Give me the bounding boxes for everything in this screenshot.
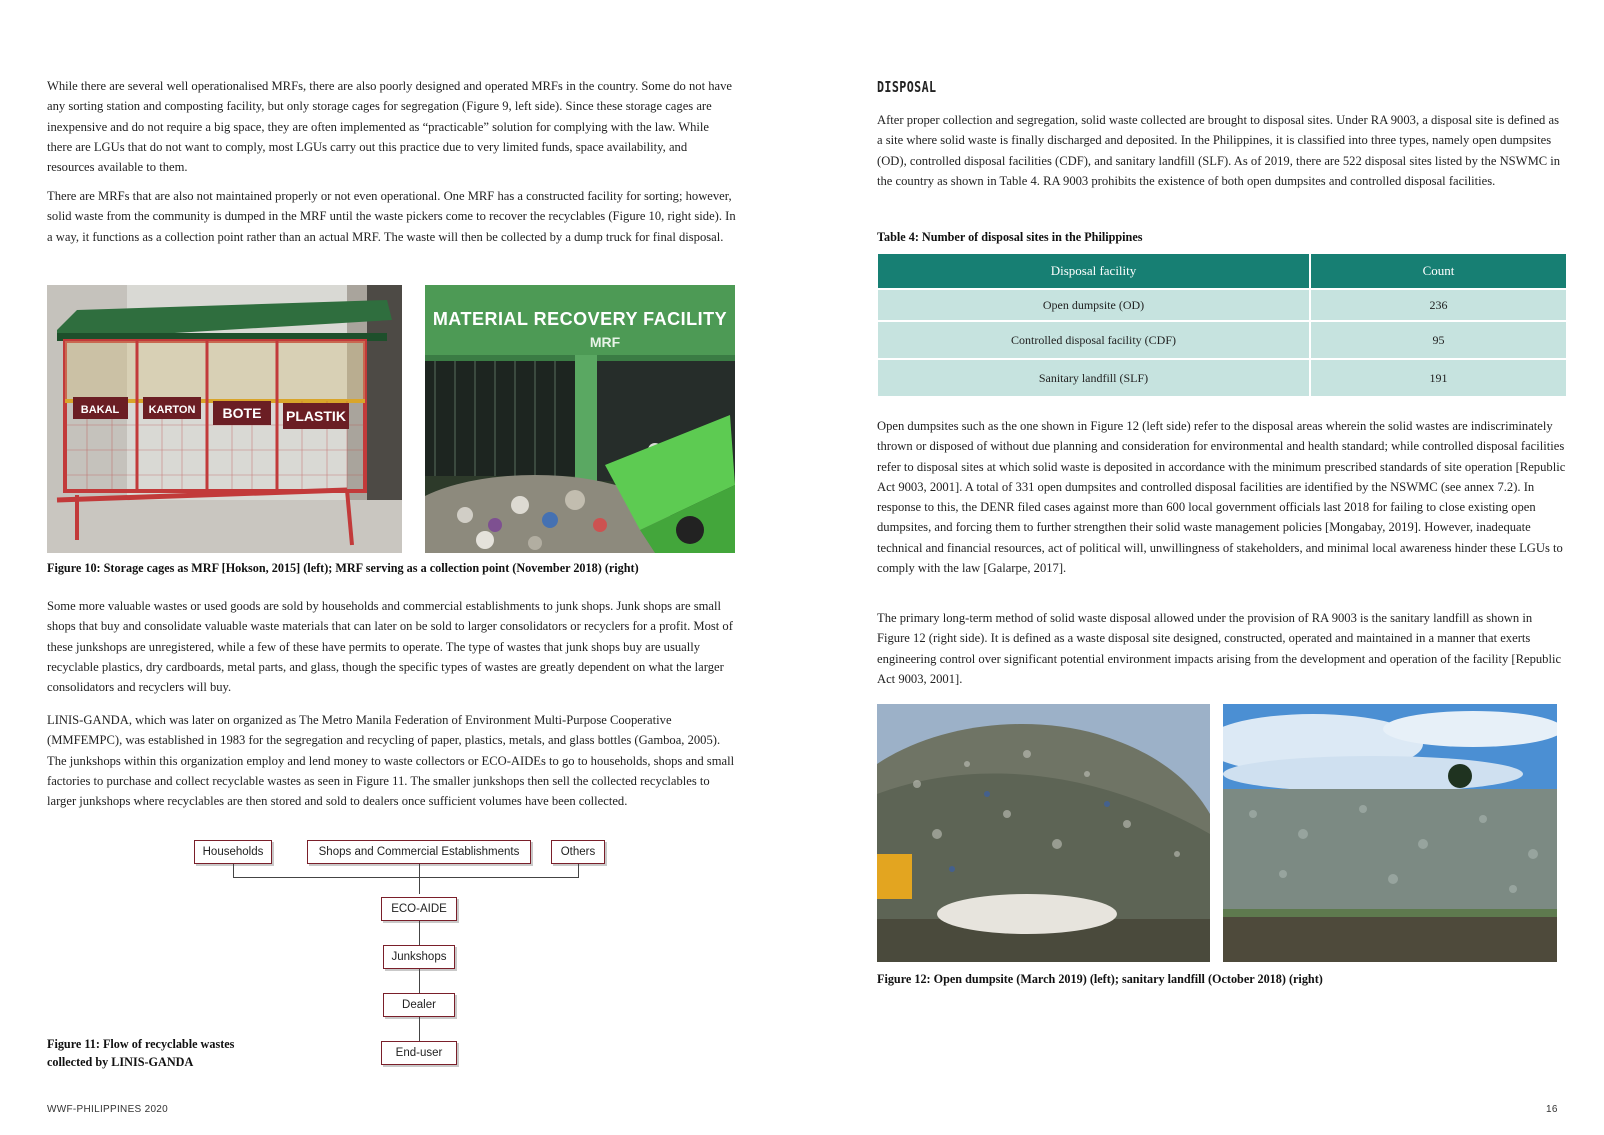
left-paragraph-3: Some more valuable wastes or used goods are sold by households and commercial establishments to junk shops. Junk shops are small shops that buy and consolidate valuable waste materials that can later on be sold to larger consolidators or recyclers for a profit. Most of these junkshops are unregistered, while a few of these have permits to operate. The type of wastes that junk shops buy are usually recyclable plastics, dry cardboards, metal parts, and glass, though the specific types of wastes are greatly dependent on what the larger consolidators and recyclers will buy.	[47, 599, 733, 695]
flow-end-user: End-user	[381, 1041, 457, 1065]
right-paragraph-2: Open dumpsites such as the one shown in Figure 12 (left side) refer to the disposal areas wherein the solid wastes are indiscriminately thrown or disposed of without due planning and consideration for environmental and health standard; while controlled disposal facilities refer to disposal sites at which solid waste is deposited in accordance with the minimum prescribed standards of site operation [Republic Act 9003, 2001]. A total of 331 open dumpsites and controlled disposal facilities are identified by the NSWMC (see annex 7.2). In response to this, the DENR filed cases against more than 600 local government officials last 2018 for failing to close existing open dumpsites, and forcing them to further strengthen their solid waste management policies [Mongabay, 2019]. However, inadequate technical and financial resources, act of political will, unwillingness of stakeholders, and minimal local awareness hinder these LGUs to comply with the law [Galarpe, 2017].	[877, 419, 1566, 576]
figure11-caption-line1: Figure 11: Flow of recyclable wastes	[47, 1037, 235, 1051]
cage-label-karton: KARTON	[148, 404, 196, 416]
figure12-caption: Figure 12: Open dumpsite (March 2019) (left); sanitary landfill (October 2018) (right)	[877, 972, 1323, 986]
flow-others: Others	[551, 840, 605, 864]
storage-cages-photo	[47, 285, 402, 553]
flow-connector-eco	[419, 921, 420, 945]
left-paragraph-1: While there are several well operationalised MRFs, there are also poorly designed and operated MRFs in the country. Some do not have any sorting station and composting facility, but only storage cages for segregation (Figure 9, left side). Since these storage cages are inexpensive and do not require a big space, they are often implemented as “practicable” solution for complying with the law. While there are LGUs that do not want to comply, most LGUs carry out this practice due to very limited funds, space availability, and resources available to them.	[47, 79, 732, 175]
footer-publisher: WWF-PHILIPPINES 2020	[47, 1104, 169, 1115]
mrf-sign-text: MATERIAL RECOVERY FACILITY	[432, 309, 728, 329]
table-cell-facility: Controlled disposal facility (CDF)	[877, 321, 1310, 359]
flow-households: Households	[194, 840, 272, 864]
left-paragraph-4: LINIS-GANDA, which was later on organized as The Metro Manila Federation of Environment Multi-Purpose Cooperative (MMFEMPC), was established in 1983 for the segregation and recycling of paper, plastics, metals, and glass bottles (Gamboa, 2005). The junkshops within this organization employ and lend money to waste collectors or ECO-AIDEs to go to households, shops and small factories to purchase and collect recyclable wastes as seen in Figure 11. The smaller junkshops then sell the collected recyclables to larger junkshops where recyclables are then stored and sold to dealers once sufficient volumes have been collected.	[47, 713, 735, 809]
table-cell-facility: Open dumpsite (OD)	[877, 289, 1310, 321]
cage-label-plastik: PLASTIK	[286, 408, 346, 424]
flow-junkshops: Junkshops	[383, 945, 455, 969]
table-cell-facility: Sanitary landfill (SLF)	[877, 359, 1310, 397]
flow-eco-aide: ECO-AIDE	[381, 897, 457, 921]
table-row	[877, 321, 1567, 359]
left-paragraph-2: There are MRFs that are also not maintained properly or not even operational. One MRF has a constructed facility for sorting; however, solid waste from the community is dumped in the MRF until the waste pickers come to recover the recyclables (Figure 10, right side). In a way, it functions as a collection point rather than an actual MRF. The waste will then be collected by a dump truck for final disposal.	[47, 189, 736, 244]
right-paragraph-3: The primary long-term method of solid waste disposal allowed under the provision of RA 9003 is the sanitary landfill as shown in Figure 12 (right side). It is defined as a waste disposal site designed, constructed, operated and maintained in a manner that exerts engineering control over significant potential environment impacts arising from the development and operation of the facility [Republic Act 9003, 2001].	[877, 611, 1562, 686]
flow-connector-households	[233, 864, 234, 878]
table4-caption: Table 4: Number of disposal sites in the Philippines	[877, 230, 1143, 244]
figure11-caption-line2: collected by LINIS-GANDA	[47, 1055, 194, 1069]
table-header-count: Count	[1310, 253, 1567, 289]
table-header-facility: Disposal facility	[877, 253, 1310, 289]
open-dumpsite-photo	[877, 704, 1210, 962]
table-row	[877, 359, 1567, 397]
cage-label-bote: BOTE	[222, 405, 262, 421]
flow-dealer: Dealer	[383, 993, 455, 1017]
mrf-sign-short: MRF	[589, 334, 621, 350]
table-cell-count: 191	[1310, 359, 1567, 397]
table-row	[877, 289, 1567, 321]
right-paragraph-1: After proper collection and segregation, solid waste collected are brought to disposal sites. Under RA 9003, a disposal site is defined as a site where solid waste is finally discharged and deposited. In the Philippines, it is classified into three types, namely open dumpsites (OD), controlled disposal facilities (CDF), and sanitary landfill (SLF). As of 2019, there are 522 disposal sites listed by the NSWMC in the country as shown in Table 4. RA 9003 prohibits the existence of both open dumpsites and controlled disposal facilities.	[877, 113, 1561, 188]
flow-connector-dealer	[419, 1017, 420, 1041]
flow-connector-horizontal	[233, 877, 578, 878]
table-cell-count: 95	[1310, 321, 1567, 359]
flow-connector-others	[578, 864, 579, 878]
sanitary-landfill-photo	[1223, 704, 1557, 962]
flow-connector-junk	[419, 969, 420, 993]
flow-connector-shops	[419, 864, 420, 894]
table-header-row	[877, 253, 1567, 289]
flow-shops: Shops and Commercial Establishments	[307, 840, 531, 864]
figure10-caption: Figure 10: Storage cages as MRF [Hokson, 2015] (left); MRF serving as a collection point (November 2018) (right)	[47, 561, 639, 575]
cage-label-bakal: BAKAL	[80, 404, 120, 416]
disposal-sites-table	[876, 252, 1568, 398]
page-number: 16	[1546, 1104, 1558, 1115]
mrf-collection-point-photo	[425, 285, 735, 553]
disposal-heading: DISPOSAL	[877, 78, 937, 96]
table-cell-count: 236	[1310, 289, 1567, 321]
